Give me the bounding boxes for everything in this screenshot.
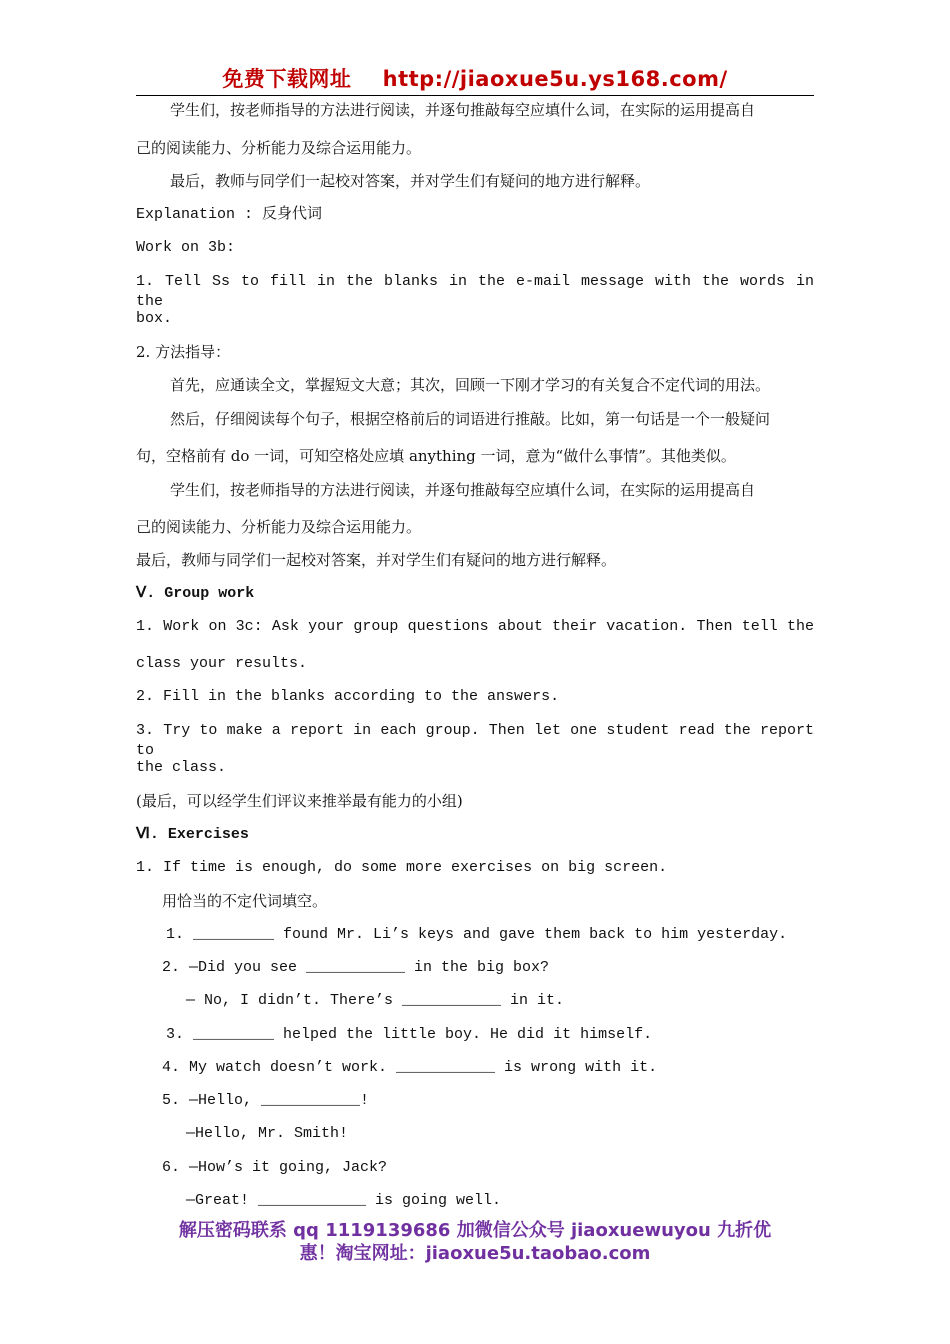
instruction-item-2: 2. 方法指导：	[136, 343, 231, 361]
section-group-work-heading: Ⅴ. Group work	[136, 585, 255, 602]
method-paragraph-first: 首先，应通读全文，掌握短文大意；其次，回顾一下刚才学习的有关复合不定代词的用法。	[170, 376, 771, 394]
section-exercises-heading: Ⅵ. Exercises	[136, 826, 249, 843]
group-work-note: (最后，可以经学生们评议来推举最有能力的小组)	[136, 792, 463, 810]
group-work-item-1-cont: class your results.	[136, 655, 308, 672]
group-work-item-2: 2. Fill in the blanks according to the answers.	[136, 688, 560, 705]
group-work-item-3-cont: the class.	[136, 759, 227, 776]
method-paragraph-then-cont: 句，空格前有 do 一词，可知空格处应填 anything 一词，意为“做什么事情”。其他类似。	[136, 447, 736, 465]
paragraph-reading-method-2: 学生们，按老师指导的方法进行阅读，并逐句推敲每空应填什么词，在实际的运用提高自	[170, 481, 756, 499]
exercise-question-1: 1. _________ found Mr. Li’s keys and gave them back to him yesterday.	[166, 926, 788, 943]
exercise-question-2: 2. —Did you see ___________ in the big box?	[162, 959, 550, 976]
paragraph-check-answers-2: 最后，教师与同学们一起校对答案，并对学生们有疑问的地方进行解释。	[136, 551, 617, 569]
paragraph-reading-method: 学生们，按老师指导的方法进行阅读，并逐句推敲每空应填什么词，在实际的运用提高自	[170, 101, 756, 119]
exercise-question-5-reply: —Hello, Mr. Smith!	[186, 1125, 349, 1142]
method-paragraph-then: 然后，仔细阅读每个句子，根据空格前后的词语进行推敲。比如，第一句话是一个一般疑问	[170, 410, 771, 428]
header-download-link[interactable]: 免费下载网址 http://jiaoxue5u.ys168.com/	[222, 67, 728, 91]
paragraph-check-answers: 最后，教师与同学们一起校对答案，并对学生们有疑问的地方进行解释。	[170, 172, 651, 190]
instruction-item-1: 1. Tell Ss to fill in the blanks in the e-mail message with the words in the	[136, 273, 814, 310]
exercise-question-2-reply: — No, I didn’t. There’s ___________ in it.	[186, 992, 565, 1009]
group-work-item-1: 1. Work on 3c: Ask your group questions about their vacation. Then tell the	[136, 618, 814, 635]
paragraph-reading-method-2-cont: 己的阅读能力、分析能力及综合运用能力。	[136, 518, 422, 536]
exercise-question-5: 5. —Hello, ___________!	[162, 1092, 370, 1109]
instruction-item-1-cont: box.	[136, 310, 173, 327]
footer-contact-line: 解压密码联系 qq 1119139686 加微信公众号 jiaoxuewuyou 九折优	[178, 1220, 772, 1241]
exercise-question-6-reply: —Great! ____________ is going well.	[186, 1192, 502, 1209]
group-work-item-3: 3. Try to make a report in each group. Then let one student read the report to	[136, 722, 814, 759]
exercise-question-4: 4. My watch doesn’t work. ___________ is wrong with it.	[162, 1059, 658, 1076]
exercise-question-6: 6. —How’s it going, Jack?	[162, 1159, 388, 1176]
footer-shop-link[interactable]: 惠！淘宝网址：jiaoxue5u.taobao.com	[299, 1243, 651, 1264]
exercise-intro: 1. If time is enough, do some more exercises on big screen.	[136, 859, 668, 876]
paragraph-reading-method-cont: 己的阅读能力、分析能力及综合运用能力。	[136, 139, 422, 157]
page-header	[136, 64, 814, 96]
exercise-instruction: 用恰当的不定代词填空。	[162, 892, 328, 910]
exercise-question-3: 3. _________ helped the little boy. He did it himself.	[166, 1026, 653, 1043]
explanation-line: Explanation : 反身代词	[136, 206, 323, 223]
work-3b-heading: Work on 3b:	[136, 239, 236, 256]
